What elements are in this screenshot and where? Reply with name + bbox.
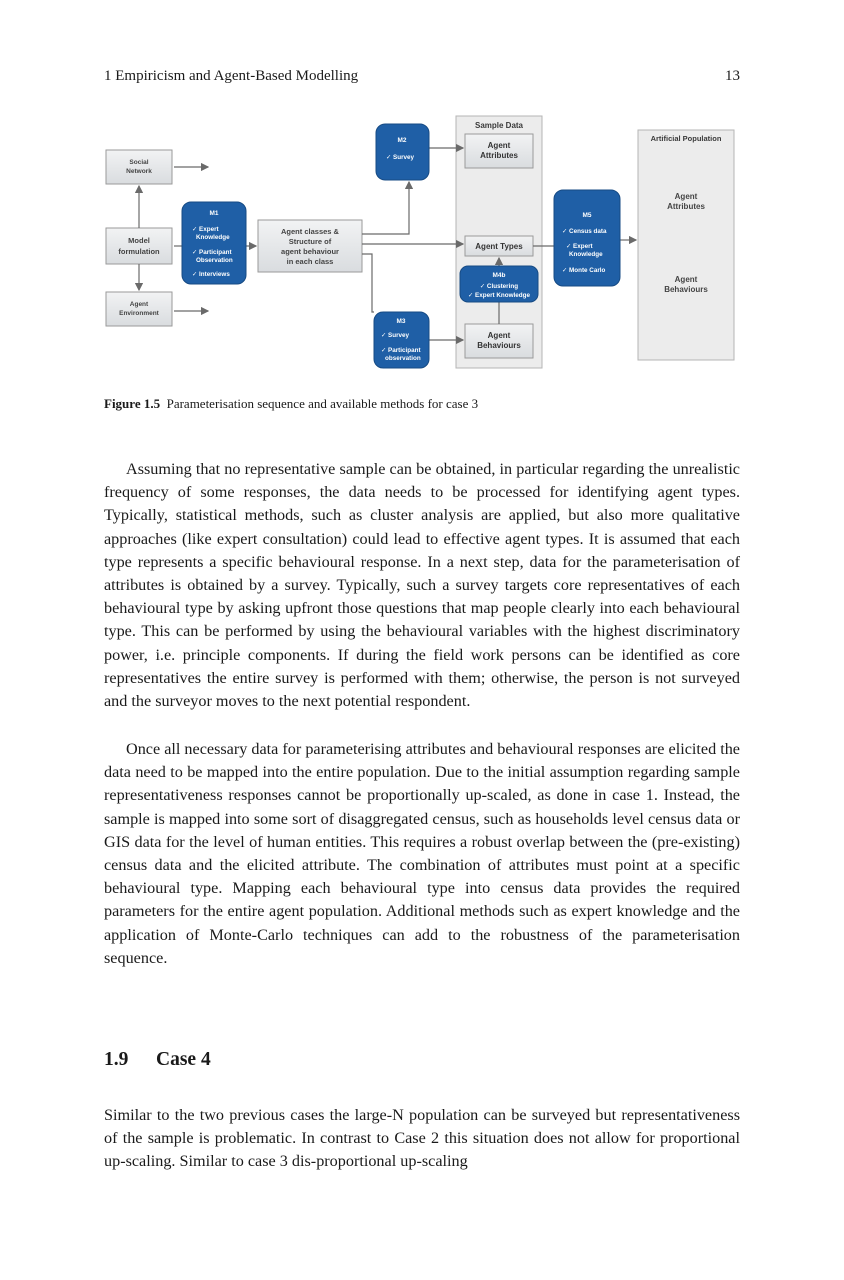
svg-text:M4b: M4b <box>492 272 506 279</box>
svg-text:M3: M3 <box>396 318 406 325</box>
sample-attributes-l1: Agent <box>487 141 511 150</box>
svg-text:✓ Survey: ✓ Survey <box>381 332 410 339</box>
artificial-attributes-l2: Attributes <box>667 202 705 211</box>
running-head <box>104 68 740 88</box>
chapter-title: 1 Empiricism and Agent-Based Modelling <box>104 68 359 84</box>
svg-text:M2: M2 <box>397 137 407 144</box>
flow-diagram <box>104 114 740 372</box>
svg-text:Structure of: Structure of <box>288 237 332 246</box>
artificial-behaviours-l2: Behaviours <box>664 285 708 294</box>
figure-caption-text: Parameterisation sequence and available methods for case 3 <box>166 396 479 411</box>
svg-text:✓ Census data: ✓ Census data <box>562 228 607 235</box>
sample-attributes-l2: Attributes <box>480 151 518 160</box>
svg-text:Knowledge: Knowledge <box>569 251 603 258</box>
m3-method-box <box>374 312 429 368</box>
svg-text:Agent: Agent <box>129 301 149 308</box>
agent-classes-box <box>258 220 362 272</box>
svg-text:Agent classes &: Agent classes & <box>281 227 339 236</box>
svg-text:M5: M5 <box>582 212 592 219</box>
sample-behaviours-l2: Behaviours <box>477 341 521 350</box>
artificial-population-panel <box>638 130 734 360</box>
svg-text:✓ Survey: ✓ Survey <box>386 154 415 161</box>
svg-text:✓ Participant: ✓ Participant <box>192 249 232 256</box>
m2-method-box <box>376 124 429 180</box>
svg-text:✓ Expert: ✓ Expert <box>192 226 219 233</box>
svg-text:Model: Model <box>128 236 150 245</box>
svg-text:✓ Participant: ✓ Participant <box>381 347 421 354</box>
svg-text:✓ Expert: ✓ Expert <box>566 243 593 250</box>
svg-text:✓ Interviews: ✓ Interviews <box>192 271 230 278</box>
artificial-attributes-l1: Agent <box>674 192 698 201</box>
svg-text:agent behaviour: agent behaviour <box>281 247 339 256</box>
model-formulation-box <box>106 228 172 264</box>
m1-method-box <box>182 202 246 284</box>
svg-text:Social: Social <box>129 159 149 166</box>
svg-text:✓ Expert Knowledge: ✓ Expert Knowledge <box>468 292 530 299</box>
svg-text:Network: Network <box>126 168 152 175</box>
svg-text:Environment: Environment <box>119 310 159 317</box>
svg-text:Knowledge: Knowledge <box>196 234 230 241</box>
m5-method-box <box>554 190 620 286</box>
sample-data-title: Sample Data <box>474 121 524 130</box>
sample-agent-types: Agent Types <box>475 242 523 251</box>
section-title: Case 4 <box>156 1049 211 1070</box>
sample-behaviours-l1: Agent <box>487 331 511 340</box>
svg-text:Observation: Observation <box>196 257 233 264</box>
figure-label: Figure 1.5 <box>104 396 161 411</box>
figure-1-5 <box>104 114 740 372</box>
paragraph-1: Assuming that no representative sample can be obtained, in particular regarding the unrealistic frequency of some responses, the data needs to be processed for identifying agent types. Typically, statistical methods, such as cluster analysis are applied, but also more qualitative approaches (like expert consultation) could lead to effective agent types. It is assumed that each type represents a specific behavioural response. In a next step, data for the parameterisation of attributes is obtained by a survey. Typically, such a survey targets core representatives of each behavioural type by asking upfront those questions that map people clearly into each behavioural type. This can be performed by using the behavioural variables with the highest discriminatory power, i.e. principle components. If during the field work persons can be identified as core representatives the entire survey is performed with them; otherwise, the person is not surveyed and the surveyor moves to the next potential respondent. <box>104 460 740 711</box>
page-number: 13 <box>725 68 740 84</box>
svg-text:observation: observation <box>385 355 421 362</box>
svg-text:✓ Clustering: ✓ Clustering <box>479 283 519 290</box>
section-heading <box>104 1049 211 1071</box>
svg-text:M1: M1 <box>209 210 219 217</box>
agent-environment-box <box>106 292 172 326</box>
paragraph-2: Once all necessary data for parameterising attributes and behavioural responses are elicited the data need to be mapped into the entire population. Due to the initial assumption regarding sample representativeness responses cannot be proportionally up-scaled, as done in case 1. Instead, the sample is mapped into some sort of disaggregated census, such as households level census data or GIS data for the level of human entities. This requires a robust overlap between the (pre-existing) census data and the elicited attribute. The combination of attributes must point at a specific behavioural type. Mapping each behavioural type into census data provides the required parameters for the entire agent population. Additional methods such as expert knowledge and the application of Monte-Carlo techniques can add to the robustness of the parameterisation sequence. <box>104 740 740 967</box>
figure-caption <box>104 396 740 412</box>
svg-text:formulation: formulation <box>118 247 160 256</box>
artificial-title: Artificial Population <box>650 134 722 143</box>
social-network-box <box>106 150 172 184</box>
paragraph-3: Similar to the two previous cases the large-N population can be surveyed but representativeness of the sample is problematic. In contrast to Case 2 this situation does not allow for proportional up-scaling. Similar to case 3 dis-proportional up-scaling <box>104 1106 740 1171</box>
svg-text:✓ Monte Carlo: ✓ Monte Carlo <box>562 267 606 274</box>
artificial-behaviours-l1: Agent <box>674 275 698 284</box>
section-number: 1.9 <box>104 1049 129 1070</box>
sample-data-panel <box>456 116 542 368</box>
svg-text:in each class: in each class <box>286 257 334 266</box>
m4b-method-box <box>460 266 538 302</box>
